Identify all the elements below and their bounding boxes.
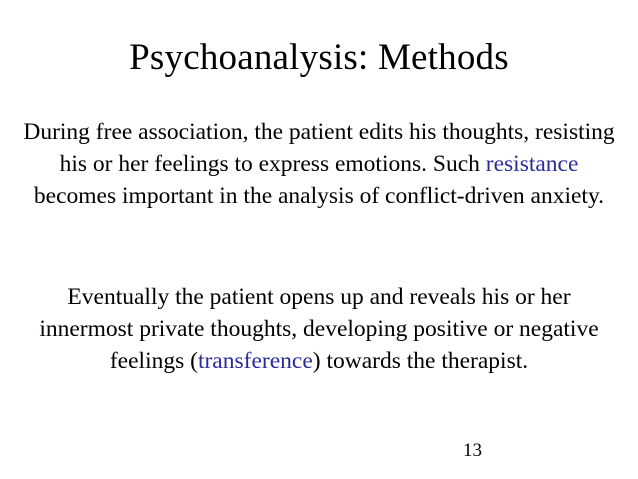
slide-title: Psychoanalysis: Methods bbox=[129, 37, 509, 78]
paragraph-free-association bbox=[20, 116, 618, 212]
paragraph2-text-before: Eventually the patient opens up and reveals his or her innermost private thoughts, developing positive or negative feelings ( bbox=[39, 284, 599, 374]
paragraph2-text-after: ) towards the therapist. bbox=[312, 348, 529, 374]
paragraph-transference bbox=[20, 281, 618, 377]
paragraph1-text-before: During free association, the patient edits his thoughts, resisting his or her feelings to express emotions. Such bbox=[23, 119, 615, 177]
term-resistance: resistance bbox=[485, 151, 579, 177]
paragraph1-text-after: becomes important in the analysis of conflict-driven anxiety. bbox=[33, 183, 605, 209]
slide-page-number: 13 bbox=[463, 440, 482, 461]
term-transference: transference bbox=[197, 348, 313, 374]
